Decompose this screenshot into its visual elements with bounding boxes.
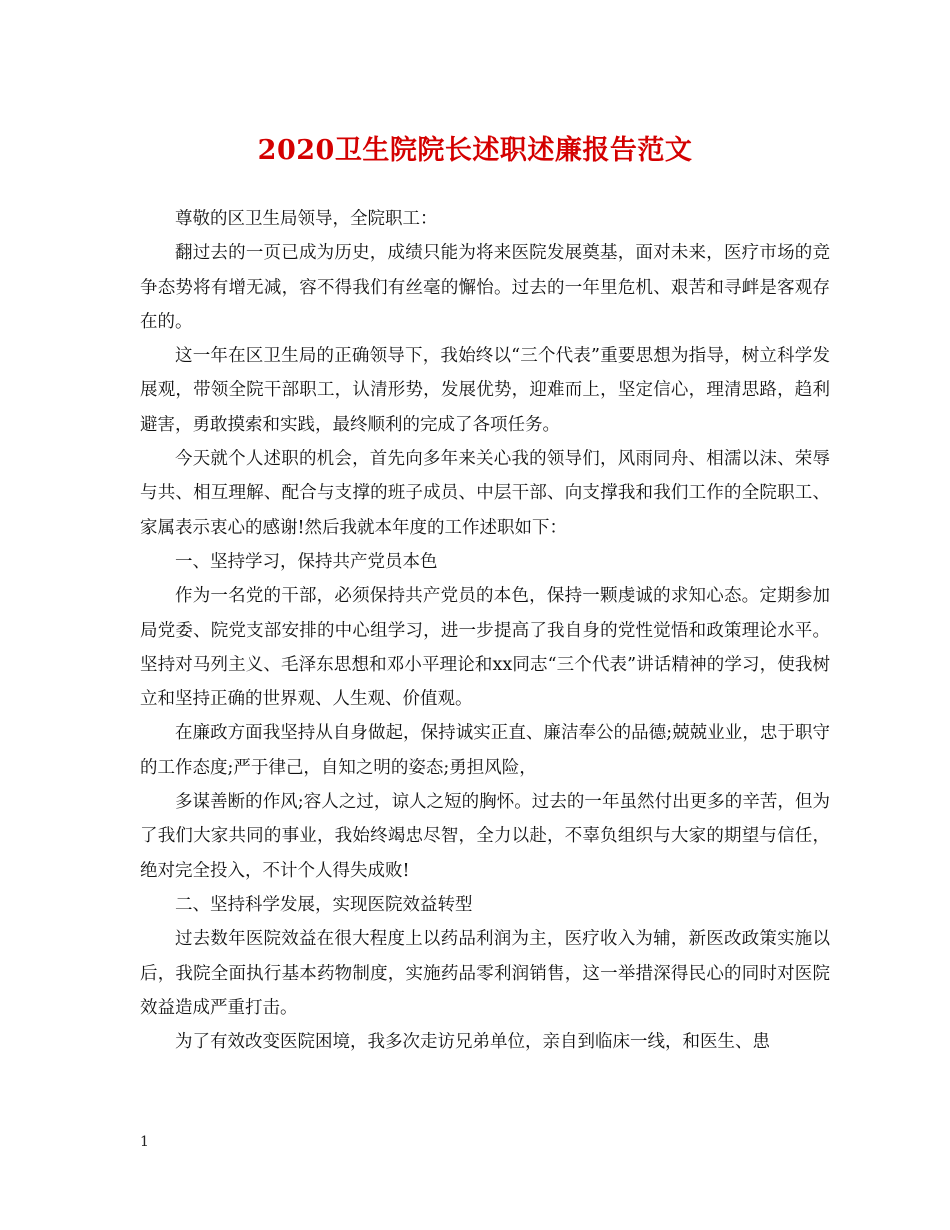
document-title: 2020卫生院院长述职述廉报告范文 — [257, 135, 693, 166]
paragraph: 今天就个人述职的机会，首先向多年来关心我的领导们，风雨同舟、相濡以沫、荣辱与共、相互理解、配合与支撑的班子成员、中层干部、向支撑我和我们工作的全院职工、家属表示衷心的感谢!然后我就本年度的工作述职如下： — [140, 449, 830, 538]
section-heading: 一、坚持学习，保持共产党员本色 — [175, 551, 438, 572]
page-number: 1 — [140, 1134, 149, 1150]
paragraph: 作为一名党的干部，必须保持共产党员的本色，保持一颗虔诚的求知心态。定期参加局党委、院党支部安排的中心组学习，进一步提高了我自身的党性觉悟和政策理论水平。坚持对马列主义、毛泽东思想和邓小平理论和xx同志“三个代表”讲话精神的学习，使我树立和坚持正确的世界观、人生观、价值观。 — [140, 586, 830, 710]
paragraph: 这一年在区卫生局的正确领导下，我始终以“三个代表”重要思想为指导，树立科学发展观，带领全院干部职工，认清形势，发展优势，迎难而上，坚定信心，理清思路，趋利避害，勇敢摸索和实践，最终顺利的完成了各项任务。 — [140, 346, 830, 435]
paragraph: 为了有效改变医院困境，我多次走访兄弟单位，亲自到临床一线，和医生、患 — [175, 1032, 770, 1053]
paragraph: 在廉政方面我坚持从自身做起，保持诚实正直、廉洁奉公的品德;兢兢业业，忠于职守的工作态度;严于律己，自知之明的姿态;勇担风险， — [140, 723, 830, 778]
paragraph: 过去数年医院效益在很大程度上以药品利润为主，医疗收入为辅，新医改政策实施以后，我院全面执行基本药物制度，实施药品零利润销售，这一举措深得民心的同时对医院效益造成严重打击。 — [140, 929, 830, 1018]
paragraph: 多谋善断的作风;容人之过，谅人之短的胸怀。过去的一年虽然付出更多的辛苦，但为了我们大家共同的事业，我始终竭忠尽智，全力以赴，不辜负组织与大家的期望与信任，绝对完全投入，不计个人得失成败! — [140, 792, 830, 881]
section-heading: 二、坚持科学发展，实现医院效益转型 — [175, 894, 473, 915]
document-body — [140, 202, 830, 1059]
salutation: 尊敬的区卫生局领导，全院职工： — [175, 209, 438, 229]
paragraph: 翻过去的一页已成为历史，成绩只能为将来医院发展奠基，面对未来，医疗市场的竞争态势将有增无减，容不得我们有丝毫的懈怡。过去的一年里危机、艰苦和寻衅是客观存在的。 — [140, 243, 830, 332]
